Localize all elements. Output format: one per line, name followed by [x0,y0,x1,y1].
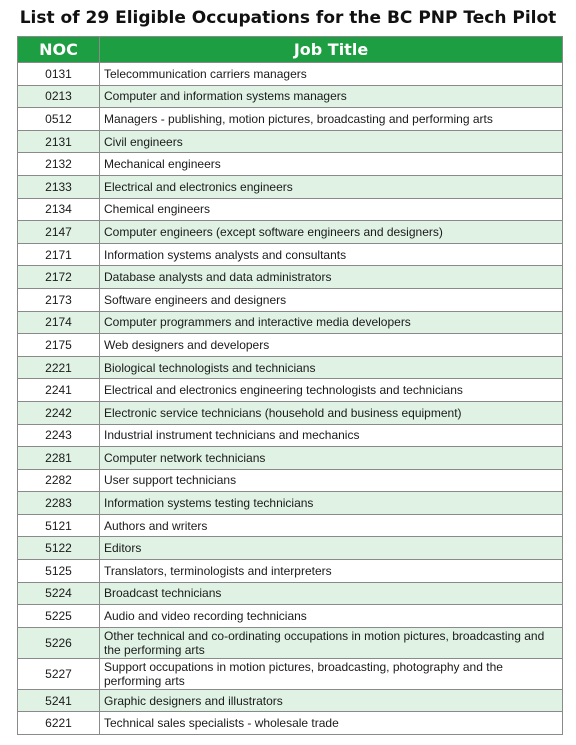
job-title: Authors and writers [100,514,563,537]
table-row [18,424,563,447]
noc-code: 5122 [18,537,100,560]
noc-code: 5125 [18,560,100,583]
noc-code: 2147 [18,221,100,244]
table-row [18,63,563,86]
noc-code: 0512 [18,108,100,131]
table-row [18,356,563,379]
job-title: Biological technologists and technicians [100,356,563,379]
job-title: Information systems analysts and consultants [100,243,563,266]
job-title: Electronic service technicians (household and business equipment) [100,401,563,424]
occupations-table [17,36,563,735]
noc-code: 0213 [18,85,100,108]
table-row [18,108,563,131]
column-header-job-title: Job Title [100,37,563,63]
noc-code: 2174 [18,311,100,334]
table-row [18,689,563,712]
table-row [18,582,563,605]
table-row [18,492,563,515]
table-row [18,605,563,628]
job-title: Graphic designers and illustrators [100,689,563,712]
job-title: Computer network technicians [100,447,563,470]
job-title: Other technical and co-ordinating occupations in motion pictures, broadcasting and the performing arts [100,627,563,658]
noc-code: 5224 [18,582,100,605]
noc-code: 2172 [18,266,100,289]
page-title: List of 29 Eligible Occupations for the BC PNP Tech Pilot [19,8,557,28]
table-row [18,175,563,198]
job-title: Telecommunication carriers managers [100,63,563,86]
table-row [18,153,563,176]
table-row [18,447,563,470]
table-row [18,243,563,266]
table-row [18,627,563,658]
noc-code: 6221 [18,712,100,735]
noc-code: 2132 [18,153,100,176]
job-title: Civil engineers [100,130,563,153]
job-title: Computer programmers and interactive media developers [100,311,563,334]
job-title: User support technicians [100,469,563,492]
noc-code: 2243 [18,424,100,447]
job-title: Managers - publishing, motion pictures, broadcasting and performing arts [100,108,563,131]
table-header-row [18,37,563,63]
job-title: Industrial instrument technicians and mechanics [100,424,563,447]
noc-code: 5241 [18,689,100,712]
noc-code: 2281 [18,447,100,470]
job-title: Technical sales specialists - wholesale trade [100,712,563,735]
table-row [18,334,563,357]
job-title: Information systems testing technicians [100,492,563,515]
table-row [18,130,563,153]
noc-code: 2221 [18,356,100,379]
job-title: Translators, terminologists and interpreters [100,560,563,583]
job-title: Support occupations in motion pictures, broadcasting, photography and the performing arts [100,658,563,689]
table-row [18,198,563,221]
table-row [18,288,563,311]
table-row [18,311,563,334]
table-row [18,560,563,583]
job-title: Web designers and developers [100,334,563,357]
table-row [18,401,563,424]
noc-code: 2282 [18,469,100,492]
noc-code: 0131 [18,63,100,86]
noc-code: 2242 [18,401,100,424]
table-row [18,379,563,402]
table-row [18,537,563,560]
job-title: Software engineers and designers [100,288,563,311]
job-title: Editors [100,537,563,560]
job-title: Database analysts and data administrators [100,266,563,289]
job-title: Computer engineers (except software engineers and designers) [100,221,563,244]
job-title: Broadcast technicians [100,582,563,605]
noc-code: 2131 [18,130,100,153]
noc-code: 5225 [18,605,100,628]
table-row [18,85,563,108]
noc-code: 2283 [18,492,100,515]
noc-code: 5121 [18,514,100,537]
noc-code: 2241 [18,379,100,402]
noc-code: 5227 [18,658,100,689]
job-title: Mechanical engineers [100,153,563,176]
job-title: Electrical and electronics engineering technologists and technicians [100,379,563,402]
job-title: Electrical and electronics engineers [100,175,563,198]
column-header-noc: NOC [18,37,100,63]
noc-code: 2134 [18,198,100,221]
noc-code: 2175 [18,334,100,357]
table-row [18,266,563,289]
table-row [18,712,563,735]
noc-code: 5226 [18,627,100,658]
table-row [18,469,563,492]
noc-code: 2173 [18,288,100,311]
table-row [18,514,563,537]
table-row [18,221,563,244]
noc-code: 2171 [18,243,100,266]
noc-code: 2133 [18,175,100,198]
table-row [18,658,563,689]
table-body [18,63,563,735]
job-title: Chemical engineers [100,198,563,221]
job-title: Audio and video recording technicians [100,605,563,628]
job-title: Computer and information systems managers [100,85,563,108]
